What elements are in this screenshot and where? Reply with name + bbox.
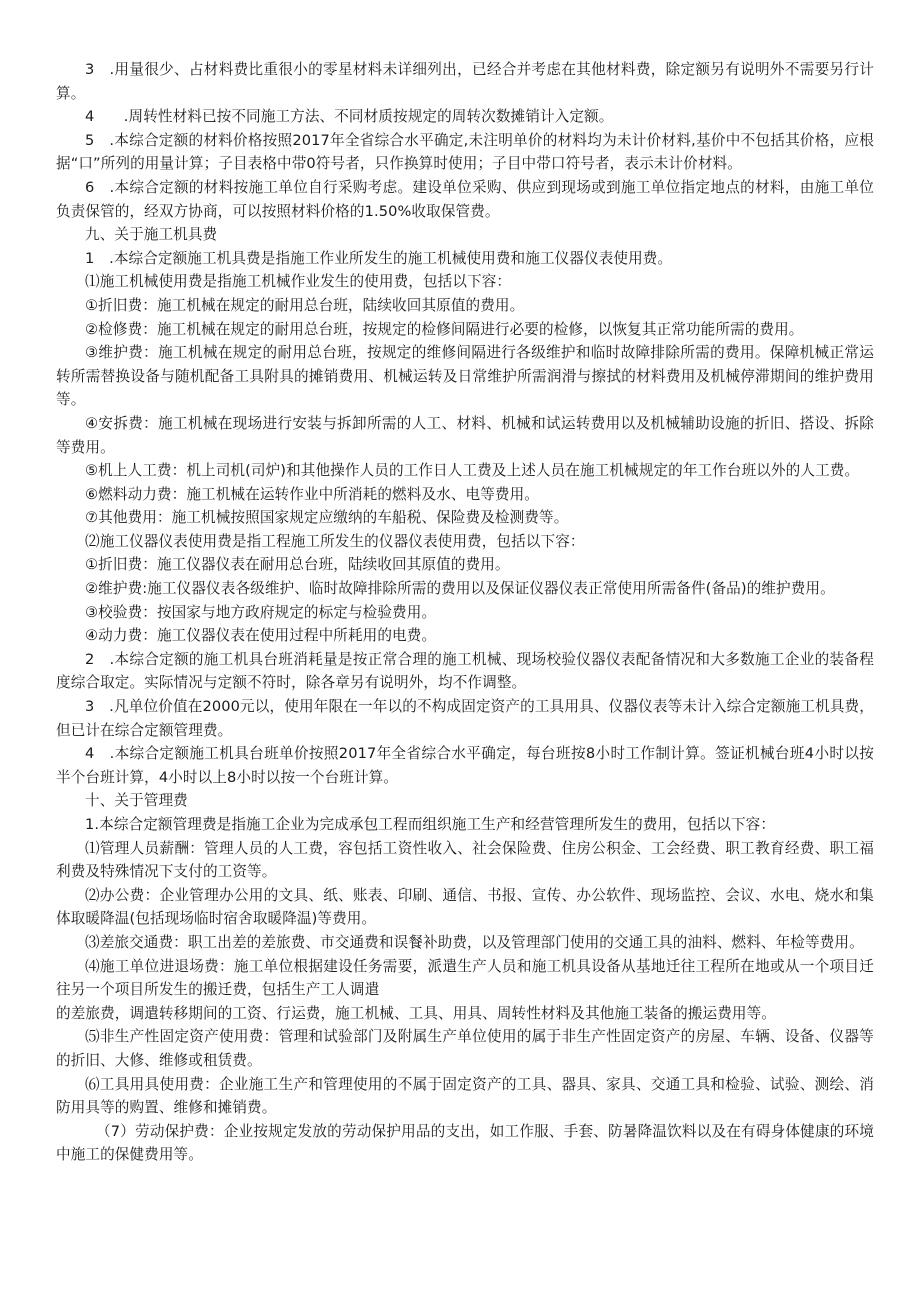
list-item: ④安拆费：施工机械在现场进行安装与拆卸所需的人工、材料、机械和试运转费用以及机械辅助设施的折旧、搭设、拆除等费用。 [56,414,874,456]
paragraph-machinery-3: 3 .凡单位价值在2000元以，使用年限在一年以的不构成固定资产的工具用具、仪器仪表等未计入综合定额施工机具费，但已计在综合定额管理费。 [56,698,874,739]
list-item: ③维护费：施工机械在规定的耐用总台班，按规定的维修间隔进行各级维护和临时故障排除所需的费用。保障机械正常运转所需替换设备与随机配备工具附具的摊销费用、机械运转及日常维护所需润滑与擦拭的材料费用及机械停滞期间的维护费用等。 [56,344,874,409]
paragraph-material-4: 4 .周转性材料已按不同施工方法、不同材质按规定的周转次数摊销计入定额。 [85,108,614,126]
list-item: ⑴管理人员薪酬：管理人员的人工费，容包括工资性收入、社会保险费、住房公积金、工会经费、职工教育经费、职工福利费及特殊情况下支付的工资等。 [56,839,874,881]
list-item: ⑦其他费用：施工机械按照国家规定应缴纳的车船税、保险费及检测费等。 [85,509,569,527]
list-item: ⑤机上人工费：机上司机(司炉)和其他操作人员的工作日人工费及上述人员在施工机械规定的年工作台班以外的人工费。 [85,462,860,480]
list-item-continuation: 的差旅费，调遣转移期间的工资、行运费，施工机械、工具、用具、周转性材料及其他施工装备的搬运费用等。 [56,1004,776,1022]
list-item: ⑶差旅交通费：职工出差的差旅费、市交通费和误餐补助费，以及管理部门使用的交通工具的油料、燃料、年检等费用。 [85,933,864,951]
list-item: ⑷施工单位进退场费：施工单位根据建设任务需要，派遣生产人员和施工机具设备从基地迁往工程所在地或从一个项目迁往另一个项目所发生的搬迁费，包括生产工人调遣 [56,957,874,999]
section-heading-management: 十、关于管理费 [85,792,188,810]
paragraph-material-5: 5 .本综合定额的材料价格按照2017年全省综合水平确定,未注明单价的材料均为未计价材料,基价中不包括其价格，应根据“口”所列的用量计算；子目表格中带0符号者，只作换算时使用；子目中带口符号者，表示未计价材料。 [56,131,874,173]
list-item: ①折旧费：施工机械在规定的耐用总台班，陆续收回其原值的费用。 [85,296,525,314]
paragraph-material-6: 6 .本综合定额的材料按施工单位自行采购考虑。建设单位采购、供应到现场或到施工单位指定地点的材料，由施工单位负责保管的，经双方协商，可以按照材料价格的1.50%收取保管费。 [56,178,874,220]
list-item: ②维护费:施工仪器仪表各级维护、临时故障排除所需的费用以及保证仪器仪表正常使用所需备件(备品)的维护费用。 [85,580,835,598]
list-item: ②检修费：施工机械在规定的耐用总台班，按规定的检修间隔进行必要的检修，以恢复其正常功能所需的费用。 [85,320,804,338]
list-item: ①折旧费：施工仪器仪表在耐用总台班，陆续收回其原值的费用。 [85,556,510,574]
list-item: ④动力费：施工仪器仪表在使用过程中所耗用的电费。 [85,627,437,645]
paragraph-machinery-usage: ⑴施工机械使用费是指施工机械作业发生的使用费，包括以下容： [85,273,512,291]
list-item: ⑹工具用具使用费：企业施工生产和管理使用的不属于固定资产的工具、器具、家具、交通工具和检验、试验、测绘、消防用具等的购置、维修和摊销费。 [56,1075,874,1117]
paragraph-instrument-usage: ⑵施工仪器仪表使用费是指工程施工所发生的仪器仪表使用费，包括以下容： [85,532,585,550]
paragraph-management-1: 1.本综合定额管理费是指施工企业为完成承包工程而组织施工生产和经营管理所发生的费用，包括以下容： [85,816,776,833]
paragraph-material-3: 3 .用量很少、占材料费比重很小的零星材料未详细列出，已经合并考虑在其他材料费，除定额另有说明外不需要另行计算。 [56,61,874,102]
list-item: ③校验费：按国家与地方政府规定的标定与检验费用。 [85,603,437,621]
list-item: ⑥燃料动力费：施工机械在运转作业中所消耗的燃料及水、电等费用。 [85,485,539,503]
list-item: ⑵办公费：企业管理办公用的文具、纸、账表、印刷、通信、书报、宣传、办公软件、现场监控、会议、水电、烧水和集体取暖降温(包括现场临时宿舍取暖降温)等费用。 [56,886,874,928]
paragraph-machinery-1: 1 .本综合定额施工机具费是指施工作业所发生的施工机械使用费和施工仪器仪表使用费。 [85,249,673,267]
paragraph-machinery-2: 2 .本综合定额的施工机具台班消耗量是按正常合理的施工机械、现场校验仪器仪表配备情况和大多数施工企业的装备程度综合取定。实际情况与定额不符时，除各章另有说明外，均不作调整。 [56,650,874,692]
paragraph-machinery-4: 4 .本综合定额施工机具台班单价按照2017年全省综合水平确定，每台班按8小时工作制计算。签证机械台班4小时以按半个台班计算，4小时以上8小时以按一个台班计算。 [56,745,874,786]
section-heading-machinery: 九、关于施工机具费 [85,226,218,244]
list-item: （7）劳动保护费：企业按规定发放的劳动保护用品的支出，如工作服、手套、防暑降温饮料以及在有碍身体健康的环境中施工的保健费用等。 [56,1122,874,1164]
list-item: ⑸非生产性固定资产使用费：管理和试验部门及附属生产单位使用的属于非生产性固定资产的房屋、车辆、设备、仪器等的折旧、大修、维修或租赁费。 [56,1028,874,1069]
